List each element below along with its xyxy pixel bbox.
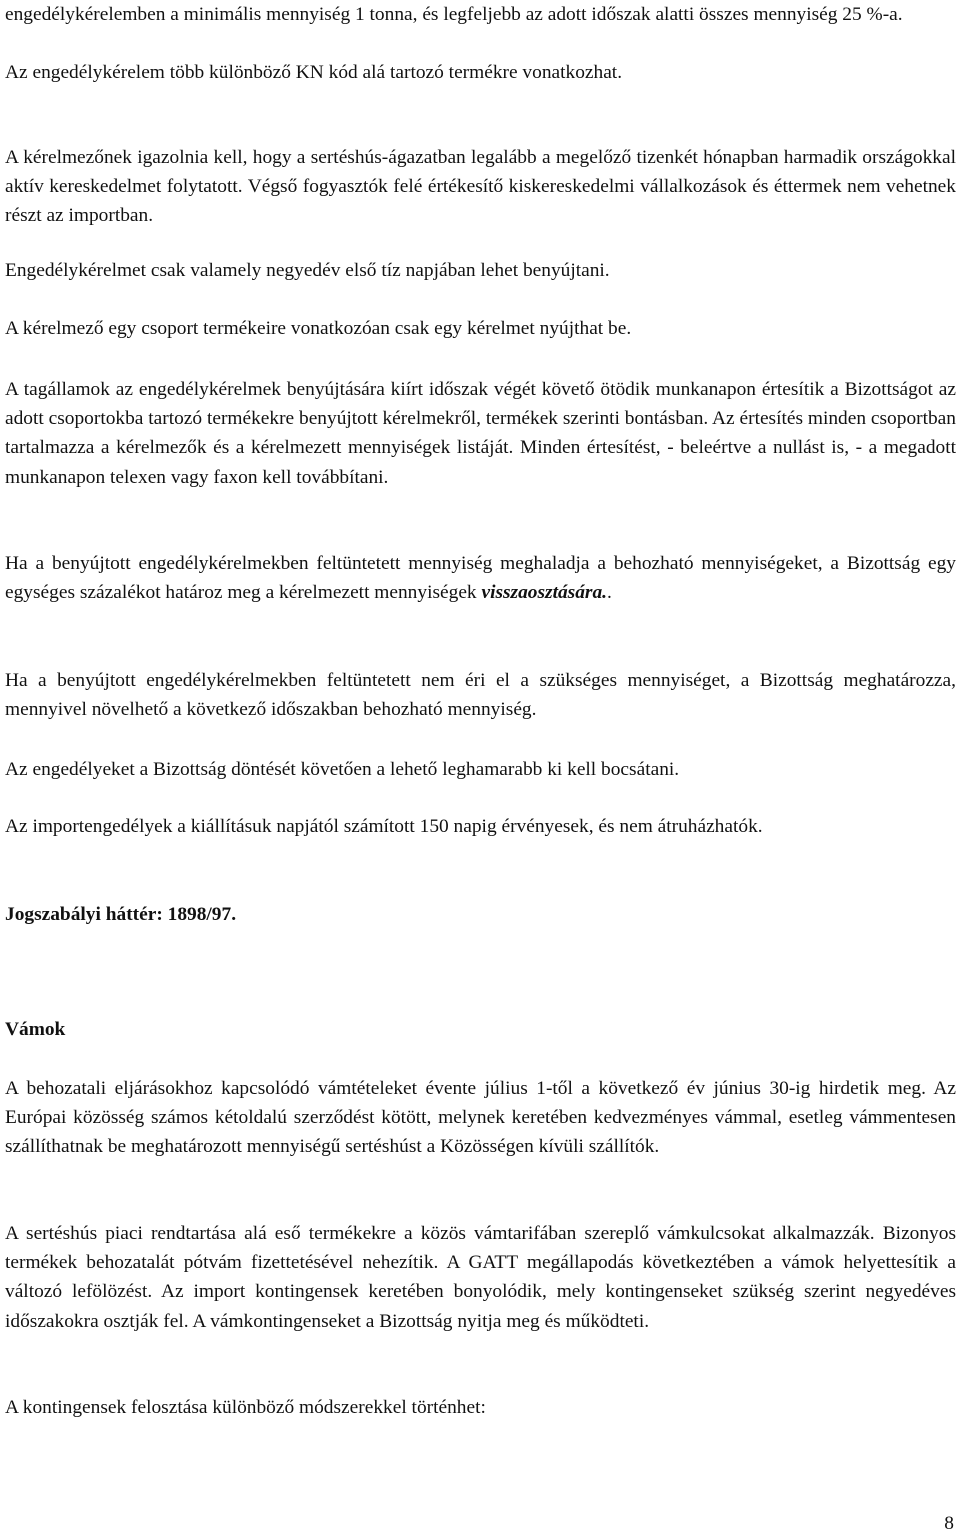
paragraph-text: Ha a benyújtott engedélykérelmekben feltüntetett nem éri el a szükséges mennyiséget, a Bizottság meghatározza, mennyivel növelhető a következő időszakban behozható mennyiség. — [5, 670, 956, 721]
paragraph-text: A sertéshús piaci rendtartása alá eső termékekre a közös vámtarifában szereplő vámkulcsokat alkalmazzák. Bizonyos termékek behozatalát pótvám fizettetésével nehezítik. A GATT megállapodás következtében a vámok helyettesítik a változó lefölözést. Az import kontingensek keretében bonyolódik, mely kontingenseket szükség szerint negyedéves időszakokra osztják fel. A vámkontingenseket a Bizottság nyitja meg és működteti. — [5, 1223, 956, 1332]
paragraph-kn-codes — [5, 58, 956, 87]
paragraph-text: A tagállamok az engedélykérelmek benyújtására kiírt időszak végét követő ötödik munkanapon értesítik a Bizottságot az adott csoportokba tartozó termékekre benyújtott kérelmekről, termékek szerinti bontásban. Az értesítés minden csoportban tartalmazza a kérelmezők és a kérelmezett mennyiségek listáját. Minden értesítést, - beleértve a nullást is, - a megadott munkanapon telexen vagy faxon kell továbbítani. — [5, 379, 956, 488]
paragraph-applicant-proof — [5, 143, 956, 231]
paragraph-submission-period — [5, 256, 956, 285]
paragraph-text: A kérelmezőnek igazolnia kell, hogy a sertéshús-ágazatban legalább a megelőző tizenkét hónapban harmadik országokkal aktív kereskedelmet folytatott. Végső fogyasztók felé értékesítő kiskereskedelmi vállalkozások és éttermek nem vehetnek részt az importban. — [5, 147, 956, 227]
paragraph-tariff-announcement — [5, 1074, 956, 1162]
paragraph-text: A kontingensek felosztása különböző módszerekkel történhet: — [5, 1397, 486, 1418]
paragraph-minimum-quantity — [5, 0, 956, 29]
paragraph-issue-licences — [5, 755, 956, 784]
section-title: Vámok — [5, 1019, 66, 1040]
paragraph-text: A kérelmező egy csoport termékeire vonatkozóan csak egy kérelmet nyújthat be. — [5, 318, 632, 339]
paragraph-tariff-rates — [5, 1219, 956, 1336]
paragraph-quota-allocation — [5, 1393, 956, 1422]
paragraph-validity — [5, 812, 956, 841]
paragraph-quantity-below — [5, 666, 956, 724]
paragraph-one-application — [5, 314, 956, 343]
paragraph-text: engedélykérelemben a minimális mennyiség 1 tonna, és legfeljebb az adott időszak alatti összes mennyiség 25 %-a. — [5, 4, 903, 25]
paragraph-text: Ha a benyújtott engedélykérelmekben feltüntetett mennyiség meghaladja a behozható mennyiségeket, a Bizottság egy egységes százalékot határoz meg a kérelmezett mennyiségek — [5, 553, 956, 604]
paragraph-member-states-notify — [5, 375, 956, 492]
legal-basis: Jogszabályi háttér: 1898/97. — [5, 904, 237, 925]
paragraph-text: Az importengedélyek a kiállításuk napjától számított 150 napig érvényesek, és nem átruházhatók. — [5, 816, 763, 837]
paragraph-tail: . — [607, 582, 612, 604]
emphasized-term: visszaosztására. — [481, 582, 607, 604]
paragraph-text: A behozatali eljárásokhoz kapcsolódó vámtételeket évente július 1-től a következő év június 30-ig hirdetik meg. Az Európai közösség számos kétoldalú szerződést kötött, melynek keretében kedvezményes vámmal, esetleg vámmentesen szállíthatnak be meghatározott mennyiségű sertéshúst a Közösségen kívüli szállítók. — [5, 1078, 956, 1158]
paragraph-text: Az engedélykérelem több különböző KN kód alá tartozó termékre vonatkozhat. — [5, 62, 623, 83]
paragraph-text: Az engedélyeket a Bizottság döntését követően a lehető leghamarabb ki kell bocsátani. — [5, 759, 680, 780]
page-number: 8 — [944, 1513, 954, 1534]
paragraph-text: Engedélykérelmet csak valamely negyedév első tíz napjában lehet benyújtani. — [5, 260, 610, 281]
paragraph-quantity-exceeds — [5, 549, 956, 607]
